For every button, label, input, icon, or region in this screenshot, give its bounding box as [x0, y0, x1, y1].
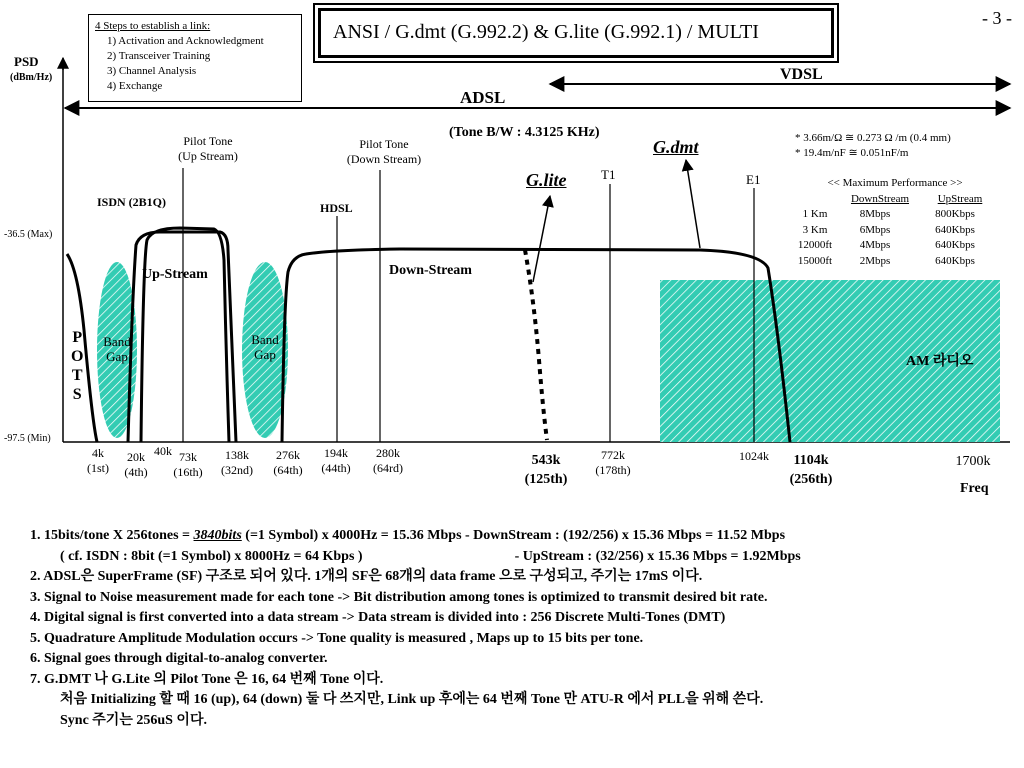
- step-item: 2) Transceiver Training: [107, 50, 211, 62]
- am-radio-label: AM 라디오: [906, 354, 974, 369]
- perf-cell: 800Kbps: [935, 208, 975, 220]
- pots-letter: P: [72, 329, 83, 346]
- note-3: 3. Signal to Noise measurement made for each tone -> Bit distribution among tones is optimized to transmit desired bit rate.: [30, 589, 768, 605]
- perf-row: [790, 207, 1000, 223]
- downstream-label: Down-Stream: [389, 263, 472, 278]
- band-gap-right-label: [243, 332, 287, 362]
- band-gap-text: Band: [251, 332, 279, 347]
- perf-cell: 2Mbps: [859, 254, 891, 267]
- slide-number: - 3 -: [982, 8, 1012, 28]
- psd-max-label: -36.5 (Max): [4, 229, 53, 240]
- pilot-down-label: [336, 137, 432, 167]
- freq-tick: 772k (178th): [595, 448, 631, 477]
- glite-pointer: [533, 196, 550, 282]
- freq-tick: 1104k (256th): [789, 453, 833, 487]
- pilot-up-label: [160, 134, 256, 164]
- step-item: 3) Channel Analysis: [107, 65, 197, 77]
- upstream-curve: [141, 228, 229, 442]
- pilot-down-line2: (Down Stream): [346, 152, 422, 166]
- perf-cell: 640Kbps: [935, 254, 975, 267]
- perf-col-down: DownStream: [850, 192, 910, 205]
- note-4: 4. Digital signal is first converted into a data stream -> Data stream is divided into : 256 Discrete Multi-Tones (DMT): [30, 610, 726, 625]
- step-item: 1) Activation and Acknowledgment: [107, 35, 264, 47]
- freq-tick: 276k (64th): [273, 448, 303, 477]
- band-gap-text: Gap: [106, 349, 128, 364]
- perf-cell: 4Mbps: [859, 239, 891, 251]
- max-performance-table: [790, 176, 1000, 269]
- hdsl-label: HDSL: [320, 201, 353, 215]
- freq-tick: 20k (4th): [124, 450, 148, 479]
- pots-letter: T: [71, 367, 83, 384]
- pilot-down-line1: Pilot Tone: [359, 137, 409, 151]
- isdn-label: ISDN (2B1Q): [97, 195, 167, 209]
- freq-tick: 280k (64rd): [373, 446, 403, 475]
- band-gap-left-label: [95, 334, 139, 364]
- note-1-sub: ( cf. ISDN : 8bit (=1 Symbol) x 8000Hz = 64 Kbps ) - UpStream : (32/256) x 15.36 Mbps = 1.92Mbps: [60, 548, 801, 564]
- note-1: 1. 15bits/tone X 256tones = 3840bits (=1 Symbol) x 4000Hz = 15.36 Mbps - DownStream : (192/256) x 15.36 Mbps = 11.52 Mbps: [30, 528, 786, 543]
- perf-cell: 1 Km: [802, 208, 828, 220]
- spec-line: * 19.4m/nF ≅ 0.051nF/m: [795, 147, 909, 159]
- freq-tick: 4k (1st): [87, 446, 109, 475]
- upstream-label: Up-Stream: [142, 267, 208, 282]
- t1-label: T1: [601, 167, 616, 182]
- note-7: 7. G.DMT 나 G.Lite 의 Pilot Tone 은 16, 64 번째 Tone 이다.: [30, 671, 384, 687]
- perf-cell: 15000ft: [797, 254, 833, 267]
- note-5: 5. Quadrature Amplitude Modulation occurs -> Tone quality is measured , Maps up to 15 bits per tone.: [30, 630, 644, 646]
- psd-label: PSD: [14, 54, 39, 69]
- freq-tick: 40k: [154, 444, 172, 458]
- pilot-up-line1: Pilot Tone: [183, 134, 233, 148]
- spec-line: * 3.66m/Ω ≅ 0.273 Ω /m (0.4 mm): [795, 132, 951, 144]
- pots-label: [71, 328, 83, 404]
- freq-tick: 138k (32nd): [221, 448, 253, 477]
- freq-label: Freq: [960, 481, 989, 496]
- band-gap-text: Gap: [254, 347, 276, 362]
- freq-tick: 1024k: [739, 449, 769, 463]
- perf-col-up: UpStream: [937, 192, 983, 205]
- freq-tick: 194k (44th): [321, 446, 351, 475]
- perf-row: [790, 254, 1000, 270]
- e1-label: E1: [746, 172, 761, 187]
- psd-min-label: -97.5 (Min): [4, 433, 51, 444]
- gdmt-label: G.dmt: [653, 137, 699, 157]
- perf-header: [790, 192, 1000, 208]
- notes-block: [30, 526, 801, 731]
- psd-unit-label: (dBm/Hz): [10, 72, 53, 83]
- perf-title: << Maximum Performance >>: [827, 177, 963, 189]
- note-7-line3: Sync 주기는 256uS 이다.: [60, 712, 207, 728]
- pots-letter: S: [72, 386, 82, 403]
- spec-notes: [795, 131, 951, 161]
- step-item: 4) Exchange: [107, 80, 163, 92]
- perf-cell: 8Mbps: [859, 208, 891, 220]
- perf-cell: 3 Km: [802, 223, 828, 236]
- note-2: 2. ADSL은 SuperFrame (SF) 구조로 되어 있다. 1개의 SF은 68개의 data frame 으로 구성되고, 주기는 17mS 이다.: [30, 569, 703, 584]
- pilot-up-line2: (Up Stream): [178, 149, 238, 163]
- tone-bw-label: (Tone B/W : 4.3125 KHz): [449, 125, 600, 140]
- freq-tick: 543k (125th): [524, 453, 568, 487]
- glite-label: G.lite: [526, 170, 567, 190]
- perf-row: [790, 223, 1000, 239]
- perf-cell: 12000ft: [797, 239, 833, 251]
- perf-cell: 640Kbps: [935, 223, 975, 236]
- gdmt-pointer: [686, 160, 700, 248]
- note-6: 6. Signal goes through digital-to-analog converter.: [30, 651, 328, 666]
- note-7-line2: 처음 Initializing 할 때 16 (up), 64 (down) 둘 다 쓰지만, Link up 후에는 64 번째 Tone 만 ATU-R 에서 PLL을 위해 쓴다.: [60, 692, 764, 707]
- pots-letter: O: [71, 348, 84, 365]
- freq-tick: 1700k: [955, 454, 991, 469]
- slide-title: ANSI / G.dmt (G.992.2) & G.lite (G.992.1) / MULTI: [318, 8, 834, 58]
- perf-row: [790, 238, 1000, 254]
- glite-curve: [525, 250, 547, 440]
- band-gap-text: Band: [103, 334, 131, 349]
- vdsl-label: VDSL: [780, 66, 823, 83]
- perf-cell: 640Kbps: [935, 239, 975, 251]
- adsl-label: ADSL: [460, 88, 506, 107]
- note-1-bits: 3840bits: [193, 528, 242, 543]
- steps-heading: 4 Steps to establish a link:: [95, 20, 211, 32]
- freq-tick: 73k (16th): [173, 450, 203, 479]
- perf-cell: 6Mbps: [859, 223, 891, 236]
